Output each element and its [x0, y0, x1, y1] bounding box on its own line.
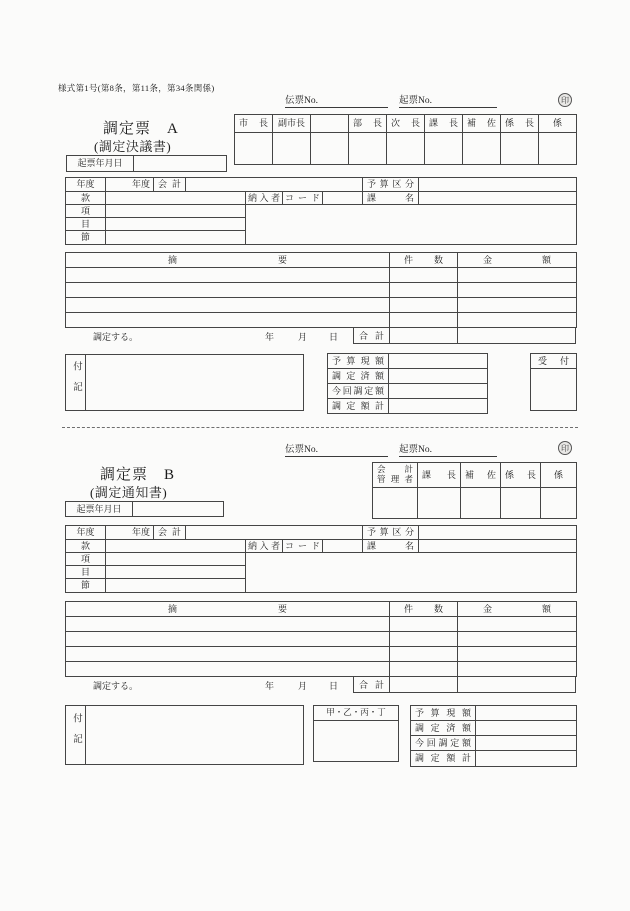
summary-row-cell: [458, 268, 577, 283]
gokei-kingaku-cell-a: [457, 327, 576, 344]
appendix-content-cell-b: [86, 706, 304, 765]
approval-table-a: [234, 114, 577, 165]
gokei-label-a: 合計: [359, 331, 384, 341]
summary-row-cell: [66, 632, 390, 647]
summary-row-cell: [390, 662, 458, 677]
total-row-b: [65, 676, 576, 693]
reception-stamp-cell-a: [531, 369, 577, 411]
appendix-label-b: 付記: [70, 713, 81, 755]
code-value-cell: [323, 192, 363, 205]
budget-row4-value: [389, 399, 488, 414]
budget-row2-value: [389, 369, 488, 384]
summary-table-b: [65, 601, 577, 677]
budget-row2-label: 調定済額: [411, 721, 476, 736]
chotei-text-a: 調定する。: [93, 332, 139, 342]
appendix-box-b: [65, 705, 304, 765]
appendix-label-cell-b: [66, 706, 86, 765]
summary-header-kingaku: 金額: [458, 602, 577, 617]
approval-stamp-cell: [235, 133, 273, 165]
approval-col-bucho: 部長: [349, 115, 387, 133]
ko-value-cell: [106, 553, 246, 566]
account-label: 会計: [154, 178, 186, 192]
summary-header-kensu: 件数: [390, 253, 458, 268]
summary-row-cell: [66, 268, 390, 283]
fiscal-table-b: [65, 525, 577, 593]
summary-row-cell: [390, 617, 458, 632]
kan-value-cell: [106, 540, 246, 553]
summary-header-kensu: 件数: [390, 602, 458, 617]
payer-detail-cell: [246, 205, 577, 245]
setsu-value-cell: [106, 579, 246, 593]
code-label: コード: [283, 540, 323, 553]
appendix-label-a: 付記: [70, 360, 81, 402]
summary-row-cell: [390, 647, 458, 662]
approval-col-hosa-b: 補佐: [461, 463, 501, 488]
payer-label: 納入者: [246, 540, 283, 553]
reception-box-a: [530, 353, 577, 411]
payer-label: 納入者: [246, 192, 283, 205]
account-label: 会計: [154, 526, 186, 540]
ko-label: 項: [66, 205, 106, 218]
kan-label: 款: [66, 192, 106, 205]
draft-date-value-b: [133, 502, 224, 517]
approval-col-kacho: 課長: [425, 115, 463, 133]
summary-row-cell: [458, 313, 577, 328]
approval-col-deputy-mayor: 副市長: [273, 115, 311, 133]
appendix-content-cell-a: [86, 355, 304, 411]
budget-row3-label: 今回調定額: [328, 384, 389, 399]
approval-col-kakari: 係: [539, 115, 577, 133]
fiscal-table-a: [65, 177, 577, 245]
form-number-label: 様式第1号(第8条，第11条，第34条関係): [58, 83, 215, 93]
kan-label: 款: [66, 540, 106, 553]
subtitle-b: (調定通知書): [90, 485, 168, 500]
budget-row4-label: 調定額計: [328, 399, 389, 414]
seal-icon-b: [558, 441, 572, 455]
summary-header-tekiyo: 摘要: [66, 253, 390, 268]
approval-stamp-cell: [461, 488, 501, 519]
section-name-value-cell: [419, 192, 577, 205]
kouotsu-box-b: [313, 705, 399, 762]
denpyo-no-label-b: 伝票No.: [285, 445, 318, 455]
title-a: 調定票 A: [103, 121, 179, 137]
approval-col-blank: [311, 115, 349, 133]
summary-table-a: [65, 252, 577, 328]
account-value-cell: [186, 178, 363, 192]
budget-row1-label: 予算現額: [328, 354, 389, 369]
budget-row1-label: 予算現額: [411, 706, 476, 721]
setsu-label: 節: [66, 579, 106, 593]
budget-row4-label: 調定額計: [411, 751, 476, 767]
budget-table-a: [327, 353, 488, 414]
kan-value-cell: [106, 192, 246, 205]
budget-category-value-cell: [419, 178, 577, 192]
approval-table-b: [372, 462, 577, 519]
summary-row-cell: [390, 268, 458, 283]
fiscal-year-label: 年度: [66, 526, 106, 540]
summary-row-cell: [390, 298, 458, 313]
approval-col-mayor: 市長: [235, 115, 273, 133]
budget-row1-value: [476, 706, 577, 721]
seal-char-a: 印: [561, 95, 569, 105]
approval-stamp-cell: [373, 488, 418, 519]
appendix-label-cell-a: [66, 355, 86, 411]
month-label-a: 月: [298, 332, 308, 342]
approval-col-kakari-b: 係: [541, 463, 577, 488]
fiscal-year-suffix: 年度: [106, 178, 154, 192]
approval-col-kakaricho: 係長: [501, 115, 539, 133]
seal-icon-a: [558, 93, 572, 107]
draft-date-box-b: [65, 501, 224, 517]
approval-stamp-cell: [349, 133, 387, 165]
approval-stamp-cell: [541, 488, 577, 519]
summary-row-cell: [458, 298, 577, 313]
budget-table-b: [410, 705, 577, 767]
approval-stamp-cell: [273, 133, 311, 165]
summary-row-cell: [390, 313, 458, 328]
draft-date-box-a: [66, 155, 227, 172]
moku-label: 目: [66, 218, 106, 231]
summary-row-cell: [66, 662, 390, 677]
moku-value-cell: [106, 218, 246, 231]
budget-category-label: 予算区分: [363, 178, 419, 192]
gokei-kingaku-cell-b: [457, 676, 576, 693]
account-value-cell: [186, 526, 363, 540]
code-label: コード: [283, 192, 323, 205]
kihyo-no-label-b: 起票No.: [399, 445, 432, 455]
subtitle-a: (調定決議書): [94, 139, 172, 154]
year-label-b: 年: [265, 681, 275, 691]
gokei-label-box-b: [353, 676, 390, 693]
summary-row-cell: [66, 283, 390, 298]
approval-stamp-cell: [539, 133, 577, 165]
day-label-b: 日: [329, 681, 339, 691]
moku-label: 目: [66, 566, 106, 579]
year-label-a: 年: [265, 332, 275, 342]
reception-label-a: 受付: [531, 354, 577, 369]
budget-category-value-cell: [419, 526, 577, 540]
fiscal-year-label: 年度: [66, 178, 106, 192]
kouotsu-value-cell-b: [314, 721, 399, 762]
summary-row-cell: [66, 298, 390, 313]
draft-date-label-b: 起票年月日: [66, 502, 133, 517]
total-row-a: [65, 327, 576, 344]
approval-stamp-cell: [418, 488, 461, 519]
summary-row-cell: [458, 617, 577, 632]
summary-row-cell: [66, 647, 390, 662]
budget-row2-value: [476, 721, 577, 736]
day-label-a: 日: [329, 332, 339, 342]
budget-row1-value: [389, 354, 488, 369]
approval-stamp-cell: [463, 133, 501, 165]
setsu-value-cell: [106, 231, 246, 245]
section-name-label: 課名: [363, 540, 419, 553]
summary-header-tekiyo: 摘要: [66, 602, 390, 617]
approval-stamp-cell: [501, 488, 541, 519]
fiscal-year-suffix: 年度: [106, 526, 154, 540]
budget-row3-label: 今回調定額: [411, 736, 476, 751]
setsu-label: 節: [66, 231, 106, 245]
section-name-label: 課名: [363, 192, 419, 205]
summary-row-cell: [66, 313, 390, 328]
summary-row-cell: [458, 662, 577, 677]
approval-col-kakaricho-b: 係長: [501, 463, 541, 488]
kihyo-no-field-b: [399, 444, 497, 457]
summary-row-cell: [390, 632, 458, 647]
budget-row3-value: [476, 736, 577, 751]
kouotsu-label-b: 甲・乙・丙・丁: [314, 706, 399, 721]
section-separator: [62, 427, 578, 428]
payer-detail-cell: [246, 553, 577, 593]
summary-row-cell: [458, 647, 577, 662]
gokei-kensu-cell-b: [389, 676, 458, 693]
summary-row-cell: [458, 283, 577, 298]
title-b: 調定票 B: [100, 467, 176, 483]
accounting-manager-line1: 会計: [377, 464, 413, 475]
summary-row-cell: [390, 283, 458, 298]
section-name-value-cell: [419, 540, 577, 553]
approval-stamp-cell: [387, 133, 425, 165]
denpyo-no-label-a: 伝票No.: [285, 96, 318, 106]
summary-row-cell: [458, 632, 577, 647]
month-label-b: 月: [298, 681, 308, 691]
approval-stamp-cell: [311, 133, 349, 165]
approval-col-hosa: 補佐: [463, 115, 501, 133]
approval-col-jicho: 次長: [387, 115, 425, 133]
ko-value-cell: [106, 205, 246, 218]
code-value-cell: [323, 540, 363, 553]
kihyo-no-label-a: 起票No.: [399, 96, 432, 106]
summary-header-kingaku: 金額: [458, 253, 577, 268]
gokei-label-box-a: [353, 327, 390, 344]
budget-row4-value: [476, 751, 577, 767]
kihyo-no-field-a: [399, 95, 497, 108]
draft-date-value-a: [134, 156, 227, 172]
approval-col-kacho-b: 課長: [418, 463, 461, 488]
chotei-text-b: 調定する。: [93, 681, 139, 691]
approval-col-accounting-manager: [373, 463, 418, 488]
seal-char-b: 印: [561, 443, 569, 453]
appendix-box-a: [65, 354, 304, 411]
denpyo-no-field-a: [285, 95, 388, 108]
gokei-label-b: 合計: [359, 680, 384, 690]
gokei-kensu-cell-a: [389, 327, 458, 344]
summary-row-cell: [66, 617, 390, 632]
budget-row3-value: [389, 384, 488, 399]
approval-stamp-cell: [425, 133, 463, 165]
draft-date-label-a: 起票年月日: [67, 156, 134, 172]
budget-category-label: 予算区分: [363, 526, 419, 540]
ko-label: 項: [66, 553, 106, 566]
moku-value-cell: [106, 566, 246, 579]
budget-row2-label: 調定済額: [328, 369, 389, 384]
approval-stamp-cell: [501, 133, 539, 165]
accounting-manager-line2: 管理者: [377, 474, 413, 484]
denpyo-no-field-b: [285, 444, 388, 457]
